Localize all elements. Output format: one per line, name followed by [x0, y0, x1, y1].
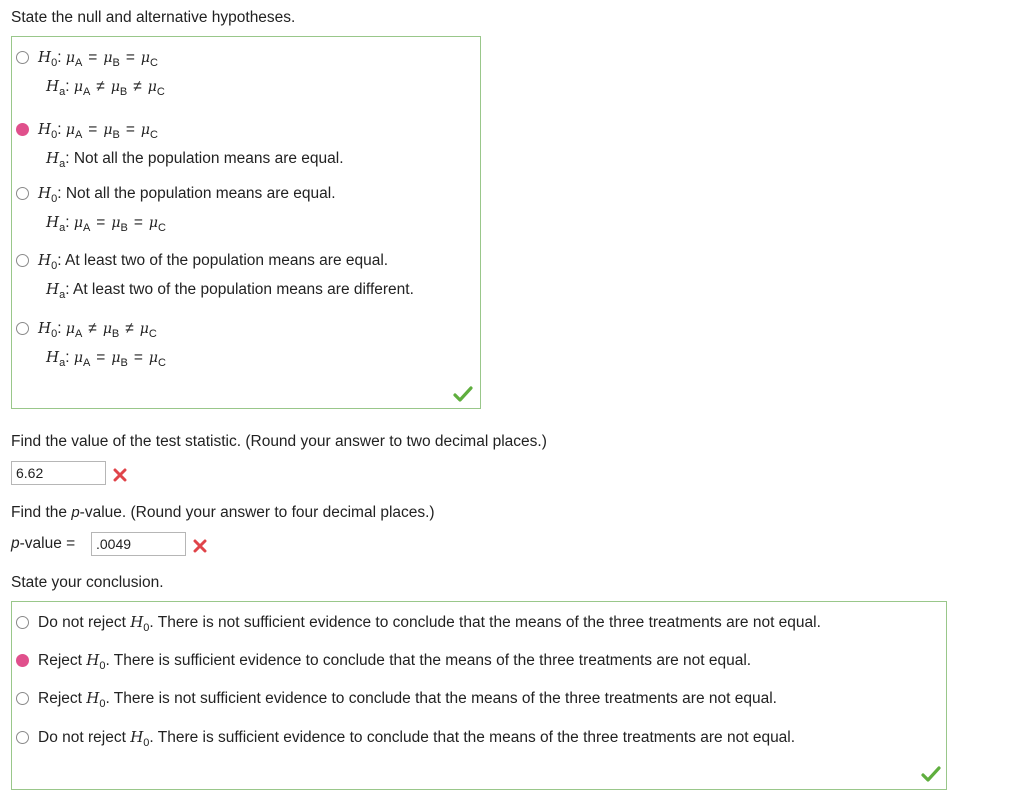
- null-hypothesis: [38, 318, 166, 339]
- mean-symbol: $\mu_A$: [73, 79, 91, 98]
- hypothesis-text: :: [57, 49, 66, 66]
- conclusion-option[interactable]: [16, 612, 821, 633]
- hypothesis-text: :: [65, 78, 74, 95]
- conclusion-prefix: Do not reject: [38, 614, 131, 631]
- hypothesis-text: :: [57, 320, 66, 337]
- mean-symbol: $\mu_B$: [102, 321, 120, 340]
- conclusion-option[interactable]: [16, 688, 777, 709]
- alternative-hypothesis: [38, 279, 414, 300]
- operator: =: [125, 49, 135, 66]
- radio[interactable]: [16, 51, 29, 64]
- hypothesis-symbol: H: [46, 149, 60, 167]
- mean-symbol: $\mu_C$: [148, 215, 166, 234]
- hypothesis-symbol: H: [130, 613, 144, 631]
- mean-symbol: $\mu_C$: [140, 122, 158, 141]
- hypothesis-option[interactable]: [16, 183, 336, 233]
- cross-icon: [113, 468, 127, 482]
- hypothesis-option[interactable]: [16, 119, 344, 169]
- hypothesis-symbol: H: [130, 728, 144, 746]
- check-icon: [453, 386, 473, 402]
- hypothesis-symbol: H: [38, 120, 52, 138]
- conclusion-text: [38, 650, 751, 671]
- check-icon: [921, 766, 941, 782]
- hypothesis-option[interactable]: [16, 250, 414, 300]
- hypothesis-subscript: 0: [143, 737, 150, 749]
- operator: =: [88, 49, 98, 66]
- radio-selected[interactable]: [16, 654, 29, 667]
- hypothesis-text: :: [65, 349, 74, 366]
- hypothesis-text: : Not all the population means are equal.: [57, 185, 336, 202]
- mean-symbol: $\mu_A$: [73, 215, 91, 234]
- q2-title: Find the value of the test statistic. (Round your answer to two decimal places.): [11, 433, 547, 450]
- hypothesis-symbol: H: [46, 213, 60, 231]
- hypothesis-text: :: [65, 214, 74, 231]
- conclusion-text: [38, 612, 821, 633]
- conclusion-text: [38, 727, 795, 748]
- p-value-label-italic: p: [11, 535, 20, 552]
- hypothesis-subscript: 0: [143, 622, 150, 634]
- conclusion-body: . There is sufficient evidence to conclude that the means of the three treatments are not equal.: [149, 729, 796, 746]
- q3-title-before: Find the: [11, 504, 72, 521]
- hypothesis-subscript: 0: [51, 260, 58, 272]
- mean-symbol: $\mu_C$: [147, 79, 165, 98]
- hypothesis-text: :: [57, 121, 66, 138]
- p-value-label: [11, 534, 75, 554]
- operator: =: [96, 214, 106, 231]
- operator: =: [96, 349, 106, 366]
- hypothesis-subscript: a: [59, 289, 66, 301]
- radio[interactable]: [16, 322, 29, 335]
- hypothesis-option[interactable]: [16, 318, 166, 368]
- hypothesis-subscript: 0: [51, 57, 58, 69]
- radio[interactable]: [16, 254, 29, 267]
- alternative-hypothesis: [38, 347, 166, 368]
- radio-selected[interactable]: [16, 123, 29, 136]
- conclusion-body: . There is not sufficient evidence to conclude that the means of the three treatments are not equal.: [149, 614, 821, 631]
- null-hypothesis: [38, 119, 344, 140]
- conclusion-body: . There is not sufficient evidence to conclude that the means of the three treatments are not equal.: [105, 690, 777, 707]
- conclusion-body: . There is sufficient evidence to conclude that the means of the three treatments are not equal.: [105, 652, 752, 669]
- hypothesis-subscript: 0: [51, 193, 58, 205]
- mean-symbol: $\mu_C$: [139, 321, 157, 340]
- hypothesis-symbol: H: [38, 251, 52, 269]
- mean-symbol: $\mu_C$: [140, 50, 158, 69]
- alternative-hypothesis: [38, 148, 344, 169]
- hypothesis-subscript: 0: [99, 698, 106, 710]
- null-hypothesis: [38, 47, 165, 68]
- hypothesis-subscript: a: [59, 86, 66, 98]
- operator: ≠: [96, 78, 105, 95]
- hypothesis-symbol: H: [38, 184, 52, 202]
- null-hypothesis: [38, 183, 336, 204]
- mean-symbol: $\mu_B$: [103, 50, 120, 69]
- p-value-label-after: -value =: [19, 535, 76, 552]
- hypothesis-symbol: H: [46, 348, 60, 366]
- mean-symbol: $\mu_A$: [73, 350, 91, 369]
- mean-symbol: $\mu_B$: [103, 122, 120, 141]
- conclusion-prefix: Reject: [38, 652, 87, 669]
- hypothesis-subscript: a: [59, 357, 66, 369]
- operator: =: [88, 121, 98, 138]
- null-hypothesis: [38, 250, 414, 271]
- hypothesis-subscript: 0: [99, 660, 106, 672]
- alternative-hypothesis: [38, 76, 165, 97]
- q3-title-after: -value. (Round your answer to four decimal places.): [79, 504, 435, 521]
- hypothesis-subscript: 0: [51, 328, 58, 340]
- hypothesis-symbol: H: [38, 319, 52, 337]
- hypothesis-text: : At least two of the population means are different.: [65, 281, 414, 298]
- radio[interactable]: [16, 692, 29, 705]
- q1-title: State the null and alternative hypotheses.: [11, 9, 296, 26]
- hypotheses-options-box: [11, 36, 481, 409]
- mean-symbol: $\mu_B$: [111, 350, 128, 369]
- mean-symbol: $\mu_B$: [111, 215, 128, 234]
- hypothesis-subscript: a: [59, 158, 66, 170]
- conclusion-prefix: Reject: [38, 690, 87, 707]
- test-statistic-input[interactable]: [11, 461, 106, 485]
- mean-symbol: $\mu_A$: [65, 122, 83, 141]
- operator: =: [133, 349, 143, 366]
- hypothesis-symbol: H: [38, 48, 52, 66]
- radio[interactable]: [16, 731, 29, 744]
- q3-title-italic: p: [71, 504, 80, 521]
- alternative-hypothesis: [38, 212, 336, 233]
- radio[interactable]: [16, 616, 29, 629]
- operator: ≠: [133, 78, 142, 95]
- hypothesis-symbol: H: [46, 77, 60, 95]
- mean-symbol: $\mu_B$: [110, 79, 128, 98]
- hypothesis-text: : At least two of the population means are equal.: [57, 252, 389, 269]
- q4-title: State your conclusion.: [11, 574, 164, 591]
- radio[interactable]: [16, 187, 29, 200]
- hypothesis-subscript: 0: [51, 129, 58, 141]
- conclusion-option[interactable]: [16, 727, 795, 748]
- mean-symbol: $\mu_A$: [65, 321, 83, 340]
- conclusion-options-box: [11, 601, 947, 790]
- p-value-input[interactable]: [91, 532, 186, 556]
- operator: ≠: [125, 320, 134, 337]
- hypothesis-text: : Not all the population means are equal.: [65, 150, 344, 167]
- mean-symbol: $\mu_C$: [148, 350, 166, 369]
- hypothesis-symbol: H: [86, 651, 100, 669]
- hypothesis-option[interactable]: [16, 47, 165, 97]
- hypothesis-symbol: H: [46, 280, 60, 298]
- conclusion-text: [38, 688, 777, 709]
- q3-title: [11, 503, 435, 523]
- operator: =: [125, 121, 135, 138]
- cross-icon: [193, 539, 207, 553]
- operator: ≠: [88, 320, 97, 337]
- operator: =: [133, 214, 143, 231]
- hypothesis-subscript: a: [59, 222, 66, 234]
- mean-symbol: $\mu_A$: [65, 50, 83, 69]
- hypothesis-symbol: H: [86, 689, 100, 707]
- conclusion-option[interactable]: [16, 650, 751, 671]
- conclusion-prefix: Do not reject: [38, 729, 131, 746]
